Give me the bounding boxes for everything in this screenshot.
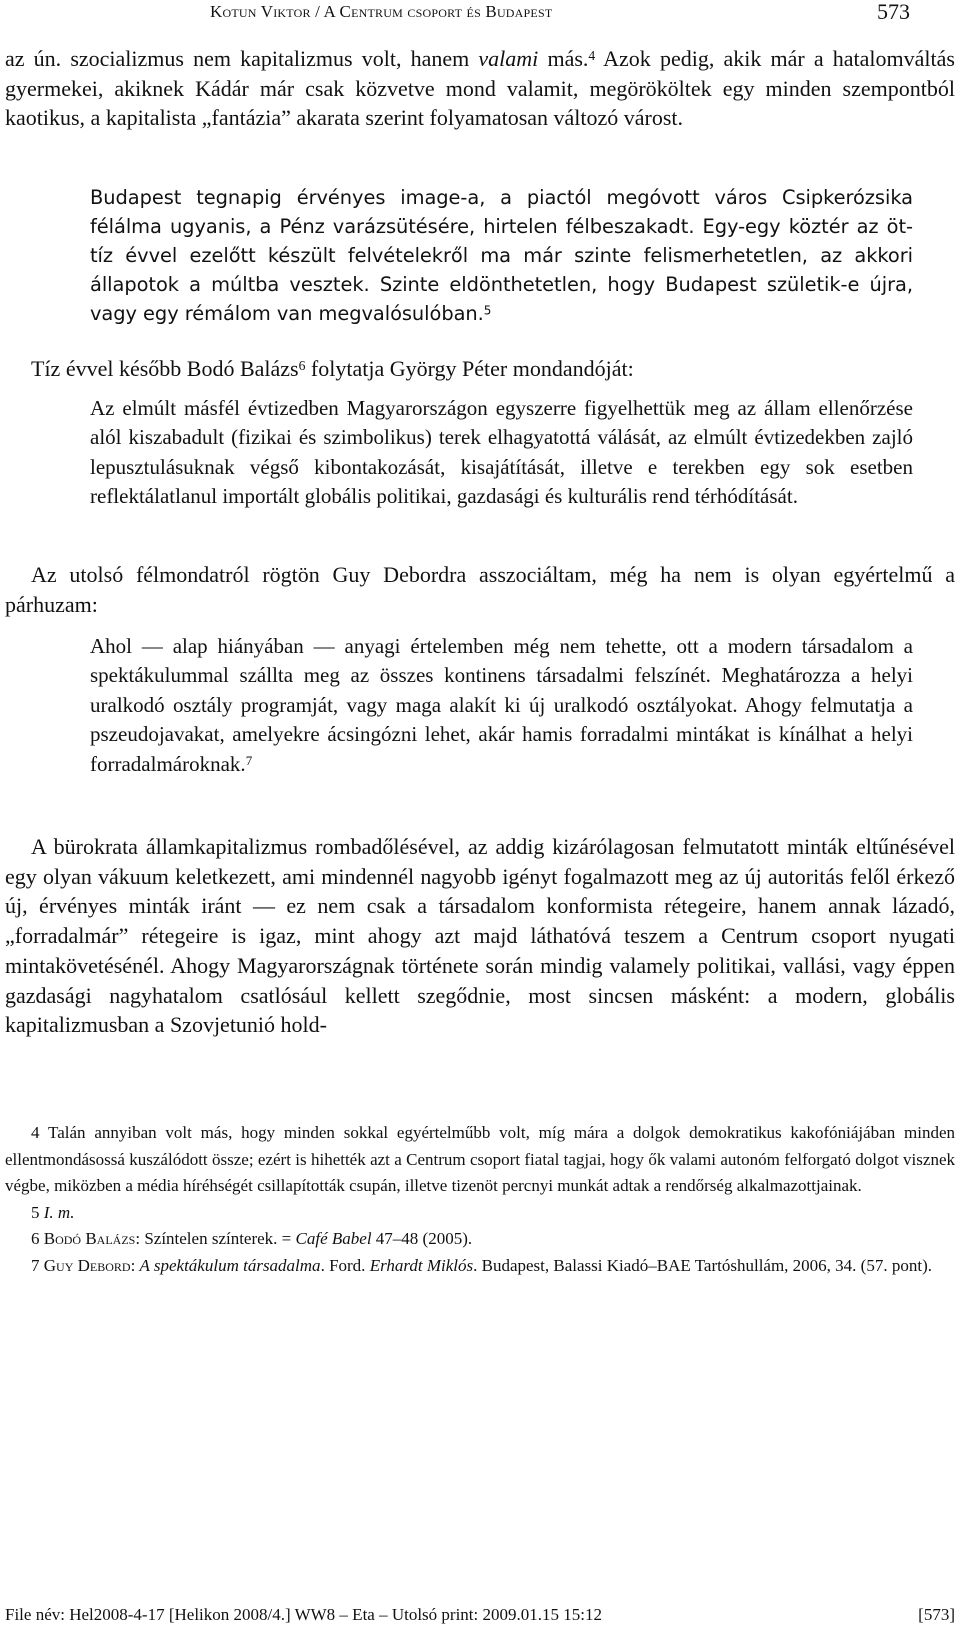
text-run: az ún. szocializmus nem kapitalizmus volt, hanem [5, 46, 479, 71]
footnote-text: Talán annyiban volt más, hogy minden sokkal egyértelműbb volt, míg mára a dolgok demokratikus kakofóniájában minden ellentmondásossá kuszálódott össze; ezért is hihették azt a Centrum csoport fiatal tagjai, hogy ők valami autonóm felforgató dolgot visznek végbe, miközben a média híréhségét csillapították csupán, illetve tizenöt percnyi munkát adtak a rendőrség alkalmazottjainak. [5, 1123, 955, 1195]
translator-name: Erhardt Miklós [369, 1255, 474, 1275]
author-name: Guy Debord [43, 1255, 131, 1275]
block-quote-1 [90, 183, 913, 328]
running-header [210, 0, 910, 30]
footnote-ref[interactable]: 7 [245, 752, 253, 768]
journal-title: Café Babel [295, 1229, 372, 1248]
footnote-7 [5, 1253, 955, 1280]
file-info: File név: Hel2008-4-17 [Helikon 2008/4.] WW8 – Eta – Utolsó print: 2009.01.15 15:12 [5, 1605, 602, 1624]
text-run: Az utolsó félmondatról rögtön Guy Debordra asszociáltam, még ha nem is olyan egyértelmű a párhuzam: [5, 562, 955, 617]
text-run: más. [538, 46, 589, 71]
paragraph-4 [5, 832, 955, 1040]
footnote-6 [5, 1226, 955, 1253]
footnotes [5, 1120, 955, 1279]
text-run: . Ford. [320, 1255, 370, 1275]
quote-text: Budapest tegnapig érvényes image-a, a piactól megóvott város Csipkerózsika félálma ugyanis, a Pénz varázsütésére, hirtelen félbeszakadt. Egy-egy köztér az öt-tíz évvel ezelőtt készült felvételekről ma már szinte felismerhetetlen, az akkori állapotok a múltba vesztek. Szinte eldönthetetlen, hogy Budapest születik-e újra, vagy egy rémálom van megvalósulóban. [90, 186, 913, 325]
paragraph-1 [5, 44, 955, 133]
footnote-number: 7 [31, 1255, 40, 1275]
footnote-number: 4 [31, 1123, 40, 1142]
paragraph-3 [5, 560, 955, 619]
text-run: Azok pedig, akik már a hatalomváltás gyermekei, akiknek Kádár már csak közvetve mond valamit, megörököltek egy minden szempontból kaotikus, a kapitalista „fantázia” akarata szerint folyamatosan változó várost. [5, 46, 955, 131]
page-number: 573 [877, 0, 910, 24]
running-title: Kotun Viktor / A Centrum csoport és Budapest [210, 2, 553, 21]
text-run: : Színtelen színterek. = [135, 1229, 296, 1248]
text-run: 47–48 (2005). [371, 1229, 473, 1248]
footnote-4 [5, 1120, 955, 1200]
block-quote-2 [90, 394, 913, 512]
book-title: A spektákulum társadalma [139, 1255, 321, 1275]
text-run: folytatja György Péter mondandóját: [305, 356, 634, 381]
text-run: : [130, 1255, 140, 1275]
block-quote-3 [90, 632, 913, 779]
quote-text: Ahol — alap hiányában — anyagi értelemben még nem tehette, ott a modern társadalom a spektákulummal szállta meg az összes kontinens társadalmi felszínét. Meghatározza a helyi uralkodó osztály programját, vagy maga alakít ki új uralkodó osztályokat. Ahogy felmutatja a pszeudojavakat, amelyekre ácsingózni lehet, akár hamis forradalmi mintákat is kínálhat a helyi forradalmároknak. [90, 634, 913, 776]
footnote-5 [5, 1200, 955, 1227]
emphasis: valami [478, 46, 539, 71]
footnote-number: 6 [31, 1229, 40, 1248]
author-name: Bodó Balázs [43, 1229, 136, 1248]
paragraph-2 [5, 354, 955, 384]
footnote-ref[interactable]: 6 [298, 357, 306, 373]
text-run: A bürokrata államkapitalizmus rombadőlésével, az addig kizárólagosan felmutatott minták eltűnésével egy olyan vákuum keletkezett, ami mindennél nagyobb igényt fogalmazott meg az új autoritás felől érkező új, érvényes minták iránt — ez nem csak a társadalom konformista rétegeire, hanem annak lázadó, „forradalmár” rétegeire is igaz, mint ahogy azt majd láthatóvá teszem a Centrum csoport nyugati mintakövetésénél. Ahogy Magyarországnak története során mindig valamely politikai, vallási, vagy éppen gazdasági nagyhatalom csatlósául kellett szegődnie, most sincsen másként: a modern, globális kapitalizmusban a Szovjetunió hold- [5, 834, 955, 1038]
page-reference: [573] [918, 1605, 955, 1624]
text-run: . Budapest, Balassi Kiadó–BAE Tartóshullám, 2006, 34. (57. pont). [473, 1255, 932, 1275]
text-run: Tíz évvel később Bodó Balázs [31, 356, 299, 381]
footnote-ref[interactable]: 5 [483, 303, 492, 318]
footnote-number: 5 [31, 1202, 40, 1222]
footnote-text: I. m. [43, 1202, 75, 1222]
footnote-ref[interactable]: 4 [588, 47, 596, 63]
quote-text: Az elmúlt másfél évtizedben Magyarországon egyszerre figyelhettük meg az állam ellenőrzése alól kiszabadult (fizikai és szimbolikus) terek elhagyatottá válását, az elmúlt évtizedekben zajló lepusztulásuknak végső kibontakozását, kisajátítását, illetve e terekben egy sok esetben reflektálatlanul importált globális politikai, gazdasági és kulturális rend térhódítását. [90, 396, 913, 509]
